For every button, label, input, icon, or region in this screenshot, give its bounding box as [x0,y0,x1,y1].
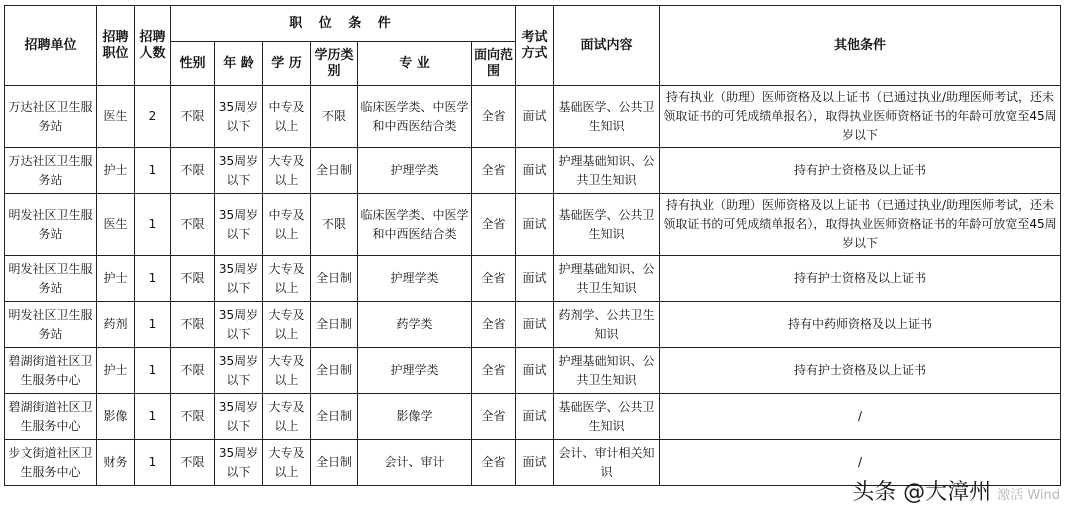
cell-unit: 明发社区卫生服务站 [5,256,97,302]
cell-scope: 全省 [472,194,516,256]
cell-gender: 不限 [171,148,215,194]
cell-edu-type: 全日制 [311,394,358,440]
cell-interview: 会计、审计相关知识 [554,440,660,486]
cell-education: 中专及以上 [263,194,311,256]
cell-other: 持有执业（助理）医师资格及以上证书（已通过执业/助理医师考试，还未领取证书的可凭成绩单报名），取得执业医师资格证书的年龄可放宽至45周岁以下 [660,86,1061,148]
cell-edu-type: 不限 [311,194,358,256]
cell-age: 35周岁以下 [215,148,263,194]
cell-interview: 护理基础知识、公共卫生知识 [554,348,660,394]
header-interview: 面试内容 [554,6,660,86]
cell-other: / [660,394,1061,440]
cell-education: 大专及以上 [263,148,311,194]
cell-education: 大专及以上 [263,348,311,394]
cell-exam: 面试 [516,194,554,256]
cell-interview: 基础医学、公共卫生知识 [554,86,660,148]
cell-position: 药剂 [97,302,135,348]
cell-gender: 不限 [171,394,215,440]
recruitment-table [4,5,1061,486]
cell-other: 持有护士资格及以上证书 [660,256,1061,302]
cell-education: 大专及以上 [263,302,311,348]
cell-age: 35周岁以下 [215,440,263,486]
cell-edu-type: 全日制 [311,302,358,348]
cell-unit: 碧湖街道社区卫生服务中心 [5,348,97,394]
header-other: 其他条件 [660,6,1061,86]
cell-other: / [660,440,1061,486]
cell-count: 1 [135,148,171,194]
cell-unit: 万达社区卫生服务站 [5,148,97,194]
cell-interview: 护理基础知识、公共卫生知识 [554,256,660,302]
cell-unit: 明发社区卫生服务站 [5,194,97,256]
header-age: 年 龄 [215,42,263,86]
cell-gender: 不限 [171,440,215,486]
cell-count: 1 [135,440,171,486]
cell-age: 35周岁以下 [215,302,263,348]
cell-position: 护士 [97,348,135,394]
cell-other: 持有中药师资格及以上证书 [660,302,1061,348]
cell-count: 1 [135,348,171,394]
cell-unit: 明发社区卫生服务站 [5,302,97,348]
watermark-text: 头条 @大漳州 [852,480,992,505]
cell-gender: 不限 [171,194,215,256]
cell-scope: 全省 [472,440,516,486]
cell-gender: 不限 [171,302,215,348]
cell-education: 大专及以上 [263,256,311,302]
header-unit: 招聘单位 [5,6,97,86]
cell-exam: 面试 [516,148,554,194]
cell-major: 护理学类 [358,256,472,302]
cell-scope: 全省 [472,148,516,194]
table-row [5,86,1061,148]
table-row [5,148,1061,194]
cell-unit: 碧湖街道社区卫生服务中心 [5,394,97,440]
cell-major: 会计、审计 [358,440,472,486]
cell-major: 临床医学类、中医学和中西医结合类 [358,194,472,256]
cell-major: 临床医学类、中医学和中西医结合类 [358,86,472,148]
cell-interview: 基础医学、公共卫生知识 [554,194,660,256]
cell-edu-type: 不限 [311,86,358,148]
cell-major: 影像学 [358,394,472,440]
cell-other: 持有护士资格及以上证书 [660,348,1061,394]
table-row [5,394,1061,440]
cell-position: 财务 [97,440,135,486]
cell-count: 1 [135,194,171,256]
cell-other: 持有护士资格及以上证书 [660,148,1061,194]
cell-gender: 不限 [171,86,215,148]
cell-count: 2 [135,86,171,148]
cell-unit: 万达社区卫生服务站 [5,86,97,148]
cell-count: 1 [135,394,171,440]
cell-exam: 面试 [516,440,554,486]
header-exam: 考试方式 [516,6,554,86]
cell-position: 护士 [97,256,135,302]
cell-interview: 药剂学、公共卫生知识 [554,302,660,348]
cell-exam: 面试 [516,86,554,148]
cell-scope: 全省 [472,302,516,348]
cell-age: 35周岁以下 [215,86,263,148]
cell-exam: 面试 [516,348,554,394]
cell-position: 医生 [97,194,135,256]
cell-education: 大专及以上 [263,440,311,486]
table-row [5,348,1061,394]
cell-other: 持有执业（助理）医师资格及以上证书（已通过执业/助理医师考试，还未领取证书的可凭成绩单报名），取得执业医师资格证书的年龄可放宽至45周岁以下 [660,194,1061,256]
table-row [5,256,1061,302]
cell-interview: 护理基础知识、公共卫生知识 [554,148,660,194]
cell-scope: 全省 [472,256,516,302]
cell-gender: 不限 [171,256,215,302]
header-conditions: 职 位 条 件 [171,6,516,42]
header-education: 学 历 [263,42,311,86]
cell-major: 护理学类 [358,148,472,194]
cell-education: 中专及以上 [263,86,311,148]
cell-scope: 全省 [472,86,516,148]
table-row [5,440,1061,486]
header-major: 专 业 [358,42,472,86]
cell-interview: 基础医学、公共卫生知识 [554,394,660,440]
cell-position: 医生 [97,86,135,148]
header-gender: 性别 [171,42,215,86]
cell-position: 影像 [97,394,135,440]
table-row [5,302,1061,348]
cell-scope: 全省 [472,394,516,440]
cell-edu-type: 全日制 [311,256,358,302]
cell-edu-type: 全日制 [311,348,358,394]
cell-count: 1 [135,256,171,302]
cell-age: 35周岁以下 [215,256,263,302]
activation-text: 激活 Wind [997,488,1060,503]
header-count: 招聘人数 [135,6,171,86]
cell-education: 大专及以上 [263,394,311,440]
cell-position: 护士 [97,148,135,194]
cell-exam: 面试 [516,302,554,348]
cell-edu-type: 全日制 [311,148,358,194]
cell-major: 药学类 [358,302,472,348]
cell-exam: 面试 [516,394,554,440]
header-position: 招聘职位 [97,6,135,86]
cell-age: 35周岁以下 [215,394,263,440]
cell-age: 35周岁以下 [215,194,263,256]
header-scope: 面向范围 [472,42,516,86]
cell-major: 护理学类 [358,348,472,394]
cell-unit: 步文街道社区卫生服务中心 [5,440,97,486]
header-edu-type: 学历类别 [311,42,358,86]
cell-count: 1 [135,302,171,348]
cell-edu-type: 全日制 [311,440,358,486]
cell-exam: 面试 [516,256,554,302]
cell-gender: 不限 [171,348,215,394]
cell-age: 35周岁以下 [215,348,263,394]
table-row [5,194,1061,256]
cell-scope: 全省 [472,348,516,394]
